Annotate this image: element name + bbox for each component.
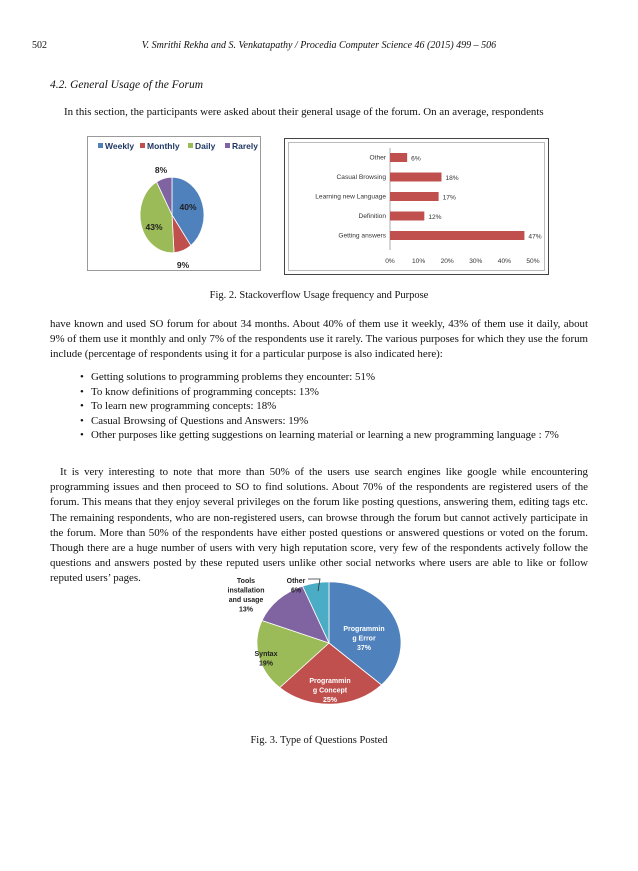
bar-value-label-other: 6% — [411, 155, 421, 163]
usage-frequency-pie-svg — [88, 137, 260, 270]
bar-chart-inner-frame — [288, 142, 545, 271]
bullet-item: • To know definitions of programming concepts: 13% — [80, 385, 590, 400]
paragraph-search-engines: It is very interesting to note that more than 50% of the users use search engines like google while encountering programming issues and then proceed to SO to find solutions. About 70% of the respondents are registered users of the forum. This means that they enjoy several privileges on the forum like posting questions, answering them, editing tags etc. The remaining respondents, who are non-registered users, can browse through the forum but cannot actively participate in the forum. More than 50% of the respondents have either posted questions or answered questions or voted on the forum. Though there are a huge number of users with very high reputation score, very few of the respondents actively follow the questions and answers posted by these reputed users unlike other social networks where users are able to like or follow reputed users’ pages. — [50, 466, 588, 585]
data-label-tools-installation-and-usage — [228, 578, 265, 614]
category-label-definition: Definition — [358, 213, 386, 220]
legend-swatch-weekly — [98, 143, 103, 148]
purpose-bullet-list — [80, 370, 590, 443]
data-label-line: Other — [286, 578, 306, 585]
legend-label-rarely: Rarely — [232, 141, 258, 151]
bar-value-label-getting-answers: 47% — [528, 233, 542, 241]
data-label-line: g Error — [352, 635, 376, 643]
bar-value-label-definition: 12% — [428, 214, 442, 221]
question-type-pie-chart — [214, 573, 414, 709]
category-label-other: Other — [369, 154, 386, 162]
legend-swatch-monthly — [140, 143, 145, 148]
bar-learning-new-language — [390, 192, 439, 201]
figure-2-caption: Fig. 2. Stackoverflow Usage frequency and Purpose — [209, 290, 429, 301]
x-tick-label: 30% — [469, 258, 483, 265]
bar-value-label-learning-new-language: 17% — [442, 194, 456, 202]
data-label-rarely: 8% — [154, 165, 168, 175]
data-label-line: installation — [227, 587, 265, 595]
x-tick-label: 40% — [497, 258, 512, 265]
category-label-casual-browsing: Casual Browsing — [336, 174, 386, 181]
legend-label-weekly: Weekly — [105, 141, 135, 151]
data-label-line: 25% — [322, 697, 338, 704]
data-label-line: Syntax — [254, 651, 278, 658]
x-tick-label: 0% — [385, 258, 395, 265]
data-label-line: g Concept — [312, 687, 348, 695]
paragraph-intro: In this section, the participants were asked about their general usage of the forum. On an average, respondents — [64, 106, 544, 118]
running-head: V. Smrithi Rekha and S. Venkatapathy / Procedia Computer Science 46 (2015) 499 – 506 — [141, 40, 497, 51]
section-title: 4.2. General Usage of the Forum — [50, 79, 203, 91]
legend-swatch-daily — [188, 143, 193, 148]
data-label-line: and usage — [228, 597, 264, 604]
data-label-daily: 43% — [145, 222, 163, 232]
page-number: 502 — [32, 40, 47, 51]
bullet-item: • Getting solutions to programming problems they encounter: 51% — [80, 370, 590, 385]
data-label-line: Programmin — [343, 626, 385, 633]
usage-purpose-bar-chart — [284, 138, 549, 275]
bar-getting-answers — [390, 231, 524, 240]
data-label-line: 37% — [356, 645, 372, 652]
legend-label-monthly: Monthly — [147, 141, 180, 151]
usage-purpose-bar-svg — [289, 143, 544, 270]
category-label-getting-answers: Getting answers — [338, 232, 386, 240]
usage-frequency-pie-chart — [87, 136, 261, 271]
legend-swatch-rarely — [225, 143, 230, 148]
data-label-monthly: 9% — [176, 260, 190, 270]
bar-other — [390, 153, 407, 162]
data-label-line: Programmin — [309, 678, 351, 685]
bullet-item: • Other purposes like getting suggestions on learning material or learning a new programming language : 7% — [80, 428, 590, 443]
data-label-line: 13% — [238, 606, 254, 614]
bar-value-label-casual-browsing: 18% — [445, 175, 459, 182]
data-label-line: 6% — [290, 587, 302, 595]
bar-casual-browsing — [390, 173, 441, 182]
figure-3-caption: Fig. 3. Type of Questions Posted — [250, 735, 388, 746]
question-type-pie-svg — [214, 573, 414, 709]
x-tick-label: 20% — [440, 258, 454, 265]
x-tick-label: 50% — [526, 258, 540, 265]
data-label-line: 19% — [258, 660, 274, 668]
category-label-learning-new-language: Learning new Language — [315, 193, 386, 201]
data-label-line: Tools — [236, 578, 256, 585]
bar-definition — [390, 212, 424, 221]
bullet-item: • Casual Browsing of Questions and Answers: 19% — [80, 414, 590, 429]
paragraph-usage: have known and used SO forum for about 34 months. About 40% of them use it weekly, 43% of them use it daily, about 9% of them use it monthly and only 7% of the respondents use it rarely. The various purposes for which they use the forum include (percentage of respondents using it for a particular purpose is also indicated here): — [50, 318, 588, 361]
x-tick-label: 10% — [411, 258, 426, 265]
legend-label-daily: Daily — [195, 141, 216, 151]
bullet-item: • To learn new programming concepts: 18% — [80, 399, 590, 414]
data-label-weekly: 40% — [179, 202, 197, 212]
